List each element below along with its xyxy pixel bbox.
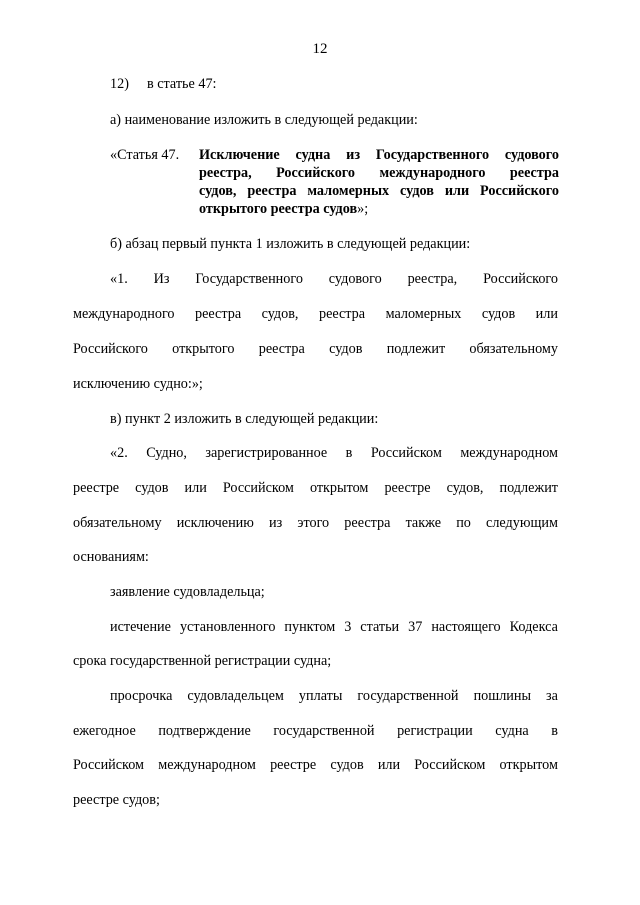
- word: 37: [408, 619, 423, 635]
- word: реестре: [73, 480, 120, 496]
- article-heading-title-line-2: [199, 164, 559, 182]
- word: открытом: [499, 757, 558, 773]
- word: обязательному: [469, 341, 558, 357]
- ground-2-line-2: срока государственной регистрации судна;: [73, 653, 332, 669]
- word: ежегодное: [73, 723, 136, 739]
- word: Российского: [480, 183, 559, 199]
- ground-3-line-4: реестре судов;: [73, 792, 160, 808]
- word: международном: [158, 757, 256, 773]
- word: открытого: [172, 341, 235, 357]
- page-number: 12: [312, 41, 328, 57]
- ground-3-line-3: [73, 756, 558, 774]
- word: уплаты: [298, 688, 343, 704]
- word: государственной: [273, 723, 375, 739]
- word: Исключение: [199, 147, 280, 163]
- word: или: [535, 306, 558, 322]
- item-12-number: 12): [110, 76, 129, 92]
- word: следующим: [486, 515, 558, 531]
- word: 3: [344, 619, 352, 635]
- para1-line-1: [110, 270, 558, 288]
- word: «2.: [110, 445, 128, 461]
- ground-1: заявление судовладельца;: [110, 584, 265, 600]
- word: реестра: [247, 183, 297, 199]
- word: международного: [379, 165, 486, 181]
- word: судна: [495, 723, 529, 739]
- article-heading-title-line-4: [199, 200, 368, 218]
- word: судна: [295, 147, 331, 163]
- word: этого: [297, 515, 330, 531]
- word: реестра,: [407, 271, 458, 287]
- word: международном: [460, 445, 558, 461]
- word: судовладельцем: [187, 688, 284, 704]
- item-v: в) пункт 2 изложить в следующей редакции:: [110, 411, 379, 427]
- word: или: [377, 757, 401, 773]
- word: Из: [153, 271, 170, 287]
- word: подтверждение: [158, 723, 251, 739]
- word: по: [456, 515, 471, 531]
- word: Судно,: [146, 445, 187, 461]
- word: судов,: [261, 306, 299, 322]
- word: реестра: [318, 306, 366, 322]
- word: пунктом: [284, 619, 336, 635]
- word: исключению: [176, 515, 254, 531]
- word: зарегистрированное: [205, 445, 328, 461]
- word: Государственного: [375, 147, 490, 163]
- word: реестре: [270, 757, 317, 773]
- word: судов: [330, 757, 364, 773]
- word: или: [184, 480, 207, 496]
- word: подлежит: [386, 341, 446, 357]
- word: в: [551, 723, 558, 739]
- word: международного: [73, 306, 175, 322]
- item-b: б) абзац первый пункта 1 изложить в следующей редакции:: [110, 236, 471, 252]
- article-heading-title-last: открытого реестра судов: [199, 201, 358, 217]
- word: просрочка: [110, 688, 173, 704]
- word: статьи: [360, 619, 400, 635]
- word: из: [346, 147, 361, 163]
- word: обязательному: [73, 515, 162, 531]
- word: Государственного: [195, 271, 303, 287]
- word: судов: [481, 306, 516, 322]
- ground-3-line-1: [110, 687, 558, 705]
- word: Российском: [370, 445, 442, 461]
- word: регистрации: [397, 723, 473, 739]
- para2-line-1: [110, 444, 558, 462]
- word: из: [269, 515, 283, 531]
- word: реестра: [195, 306, 242, 322]
- para2-line-2: [73, 479, 558, 497]
- word: Российском: [222, 480, 294, 496]
- word: маломерных: [307, 183, 390, 199]
- para1-line-3: [73, 340, 558, 358]
- word: судов,: [199, 183, 237, 199]
- word: открытом: [309, 480, 369, 496]
- word: реестра: [258, 341, 305, 357]
- para1-line-2: [73, 305, 558, 323]
- word: судов,: [446, 480, 484, 496]
- word: Российского: [276, 165, 355, 181]
- word: судового: [328, 271, 382, 287]
- word: также: [405, 515, 442, 531]
- article-heading-title-line-3: [199, 182, 559, 200]
- word: Российском: [73, 757, 145, 773]
- word: в: [345, 445, 353, 461]
- word: судового: [504, 147, 559, 163]
- word: реестре: [384, 480, 431, 496]
- word: Кодекса: [509, 619, 558, 635]
- word: судов: [329, 341, 363, 357]
- word: судов: [135, 480, 169, 496]
- word: установленного: [179, 619, 276, 635]
- para1-line-4: исключению судно:»;: [73, 376, 203, 392]
- item-12-text: в статье 47:: [147, 76, 217, 92]
- word: Российском: [414, 757, 486, 773]
- word: Российского: [483, 271, 558, 287]
- word: настоящего: [431, 619, 501, 635]
- item-a: а) наименование изложить в следующей редакции:: [110, 112, 418, 128]
- article-heading-prefix: «Статья 47.: [110, 147, 180, 163]
- ground-2-line-1: [110, 618, 558, 636]
- word: государственной: [357, 688, 459, 704]
- word: реестра: [509, 165, 559, 181]
- word: подлежит: [499, 480, 558, 496]
- article-heading-title-end: »;: [357, 201, 369, 217]
- word: «1.: [110, 271, 128, 287]
- word: реестра,: [199, 165, 252, 181]
- word: пошлины: [473, 688, 531, 704]
- word: судов: [400, 183, 434, 199]
- word: реестра: [344, 515, 391, 531]
- para2-line-3: [73, 514, 558, 532]
- word: за: [546, 688, 558, 704]
- para2-line-4: основаниям:: [73, 549, 149, 565]
- ground-3-line-2: [73, 722, 558, 740]
- word: Российского: [73, 341, 148, 357]
- word: маломерных: [385, 306, 462, 322]
- word: или: [444, 183, 470, 199]
- article-heading-title-line-1: [199, 146, 559, 164]
- word: истечение: [110, 619, 171, 635]
